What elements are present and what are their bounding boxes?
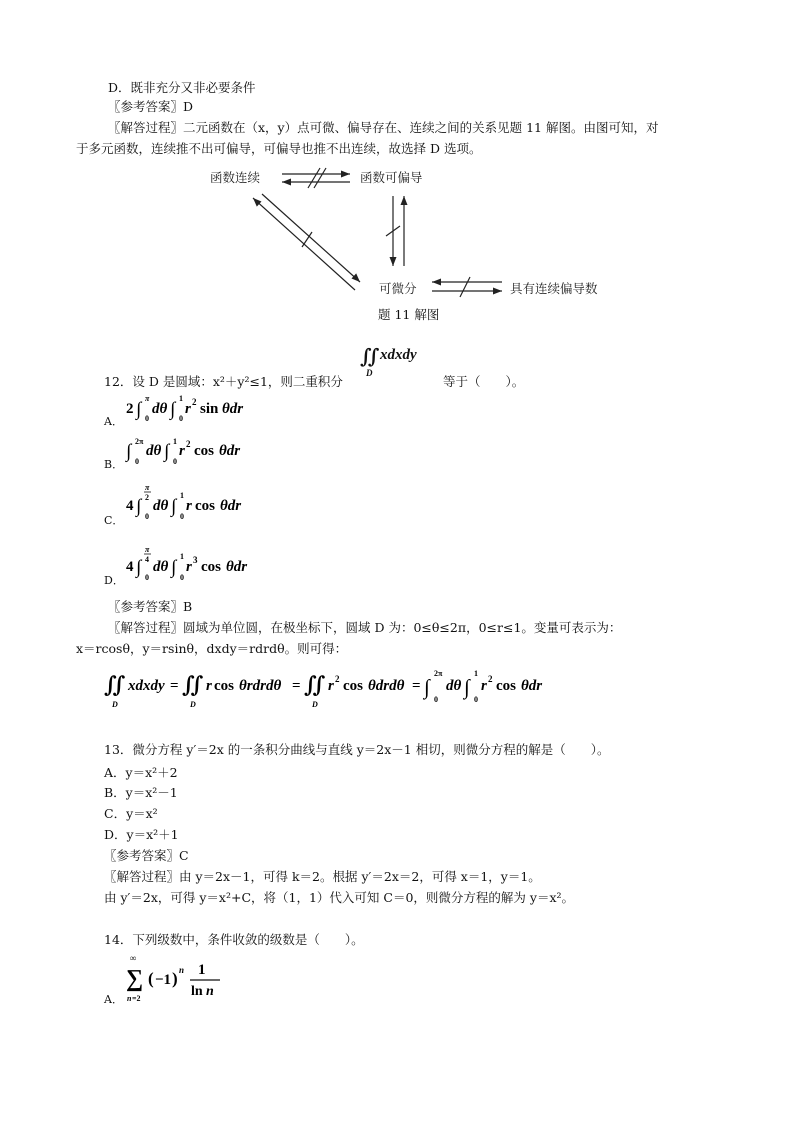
svg-text:∫: ∫ [424,675,430,699]
q12-option-c-label: C． [104,514,124,527]
q13-option-d: D．y＝x²＋1 [104,827,179,842]
q14-stem: 14．下列级数中，条件收敛的级数是（ ）。 [104,932,364,947]
svg-text:∫: ∫ [171,557,177,578]
svg-text:2: 2 [192,397,197,407]
svg-text:4: 4 [126,559,134,575]
svg-text:dθ: dθ [446,678,462,694]
svg-text:0: 0 [474,695,478,704]
svg-text:xdxdy: xdxdy [128,678,165,694]
svg-text:θdr: θdr [219,443,241,459]
svg-text:dθ: dθ [152,401,168,417]
svg-text:ln: ln [191,984,203,999]
svg-text:r: r [185,401,191,417]
diagram-caption: 题 11 解图 [378,307,440,322]
svg-text:r: r [186,559,192,575]
q11-explain-line1: 〖解答过程〗二元函数在（x，y）点可微、偏导存在、连续之间的关系见题 11 解图。由图可知，对 [108,120,659,135]
svg-text:dθ: dθ [153,498,169,514]
svg-text:∬: ∬ [182,672,205,697]
q12-explain-line2: x＝rcosθ，y＝rsinθ，dxdy＝rdrdθ。则可得： [76,641,348,656]
svg-text:cos: cos [496,678,516,694]
q12-integrand: xdxdy [380,347,417,363]
svg-text:=: = [170,678,179,694]
svg-text:(: ( [148,969,154,988]
svg-text:2: 2 [488,674,493,684]
svg-text:cos: cos [194,443,214,459]
svg-text:θdr: θdr [220,498,242,514]
q13-stem: 13．微分方程 y′＝2x 的一条积分曲线与直线 y＝2x－1 相切，则微分方程的解是（ ）。 [104,742,610,757]
svg-text:4: 4 [126,498,134,514]
svg-text:1: 1 [198,962,206,978]
q13-option-a: A．y＝x²＋2 [104,765,178,780]
q13-explain-line2: 由 y′＝2x，可得 y＝x²+C，将（1，1）代入可知 C＝0，则微分方程的解为 y＝x²。 [104,890,575,905]
q12-option-b-formula [124,433,254,470]
q12-answer: 〖参考答案〗B [108,599,193,614]
svg-text:r: r [481,678,487,694]
negation-slash-bottom [460,277,470,297]
node-partial-derivative: 函数可偏导 [360,170,423,185]
diagram-arrows [0,0,794,340]
svg-text:∫: ∫ [171,496,177,517]
svg-text:1: 1 [474,669,478,678]
svg-text:n: n [206,984,214,999]
svg-text:r: r [206,678,212,694]
svg-text:=: = [412,678,421,694]
svg-text:0: 0 [179,414,183,423]
node-continuous-partials: 具有连续偏导数 [510,281,598,296]
svg-text:D: D [312,700,318,709]
svg-text:∬: ∬ [104,672,127,697]
q12-option-a-label: A． [104,415,123,428]
svg-text:2π: 2π [434,669,443,678]
svg-text:2: 2 [186,439,191,449]
svg-text:1: 1 [180,552,184,561]
svg-text:=2: =2 [132,994,141,1003]
q12-region: D [366,368,373,378]
svg-text:θdr: θdr [222,401,244,417]
q12-derivation-equation [104,664,564,715]
svg-text:∫: ∫ [464,675,470,699]
svg-text:r: r [179,443,185,459]
svg-text:r: r [328,678,334,694]
svg-text:∬: ∬ [304,672,327,697]
q13-option-c: C．y＝x² [104,806,158,821]
q12-option-b-label: B． [104,458,124,471]
svg-text:n: n [127,994,132,1003]
q12-option-d-formula [126,545,256,588]
q12-integral-expression: ∬xdxdy D [360,346,417,378]
svg-text:4: 4 [145,555,149,564]
negation-slash-top [308,168,320,188]
svg-text:cos: cos [201,559,221,575]
svg-text:2: 2 [145,493,149,502]
svg-text:θdrdθ: θdrdθ [368,678,405,694]
svg-text:): ) [172,969,178,988]
q11-explain-line2: 于多元函数，连续推不出可偏导，可偏导也推不出连续，故选择 D 选项。 [76,141,482,156]
svg-text:0: 0 [180,573,184,582]
svg-text:D: D [190,700,196,709]
svg-text:π: π [145,394,150,403]
arrow-cont-to-diff [262,194,360,282]
svg-text:1: 1 [179,394,183,403]
svg-text:0: 0 [135,457,139,466]
svg-text:0: 0 [434,695,438,704]
svg-text:sin: sin [200,401,219,417]
svg-text:r: r [186,498,192,514]
svg-text:cos: cos [343,678,363,694]
svg-text:0: 0 [145,573,149,582]
q12-option-d-label: D． [104,574,124,587]
svg-text:−1: −1 [155,972,172,988]
svg-text:∞: ∞ [130,953,137,963]
q13-explain-line1: 〖解答过程〗由 y＝2x－1，可得 k＝2。根据 y′＝2x＝2，可得 x＝1，y＝1。 [104,869,541,884]
svg-text:∫: ∫ [136,557,142,578]
q13-option-b: B．y＝x²－1 [104,785,178,800]
svg-text:∫: ∫ [136,496,142,517]
svg-text:=: = [292,678,301,694]
svg-text:1: 1 [173,437,177,446]
q11-answer: 〖参考答案〗D [108,99,194,114]
svg-text:0: 0 [145,414,149,423]
q13-answer: 〖参考答案〗C [104,848,189,863]
svg-text:3: 3 [193,555,198,565]
svg-text:cos: cos [214,678,234,694]
svg-text:2: 2 [335,674,340,684]
q14-option-a-formula [126,952,236,1009]
svg-text:∑: ∑ [126,966,144,992]
svg-text:D: D [112,700,118,709]
svg-text:∫: ∫ [164,441,170,462]
svg-text:0: 0 [180,512,184,521]
svg-text:θdr: θdr [521,678,543,694]
q12-stem-after: 等于（ ）。 [443,374,525,389]
q12-explain-line1: 〖解答过程〗圆域为单位圆，在极坐标下，圆域 D 为：0≤θ≤2π，0≤r≤1。变量可表示为： [108,620,622,635]
svg-text:∫: ∫ [170,399,176,420]
svg-text:2: 2 [126,401,134,417]
svg-text:∫: ∫ [126,441,132,462]
svg-text:θrdrdθ: θrdrdθ [239,678,282,694]
svg-text:π: π [145,545,150,554]
svg-text:θdr: θdr [226,559,248,575]
q11-option-d: D．既非充分又非必要条件 [108,80,256,95]
q14-option-a-label: A． [104,993,123,1006]
svg-text:cos: cos [195,498,215,514]
svg-text:dθ: dθ [153,559,169,575]
node-continuous: 函数连续 [210,170,261,185]
svg-text:∫: ∫ [136,399,142,420]
q12-stem-before: 12．设 D 是圆域：x²＋y²≤1，则二重积分 [104,374,343,389]
svg-text:0: 0 [145,512,149,521]
svg-text:π: π [145,483,150,492]
node-differentiable: 可微分 [379,281,417,296]
q12-option-c-formula [126,482,256,529]
svg-text:n: n [179,965,185,975]
svg-text:0: 0 [173,457,177,466]
svg-text:dθ: dθ [146,443,162,459]
svg-text:1: 1 [180,491,184,500]
q12-option-a-formula [126,393,256,426]
svg-text:2π: 2π [135,437,144,446]
